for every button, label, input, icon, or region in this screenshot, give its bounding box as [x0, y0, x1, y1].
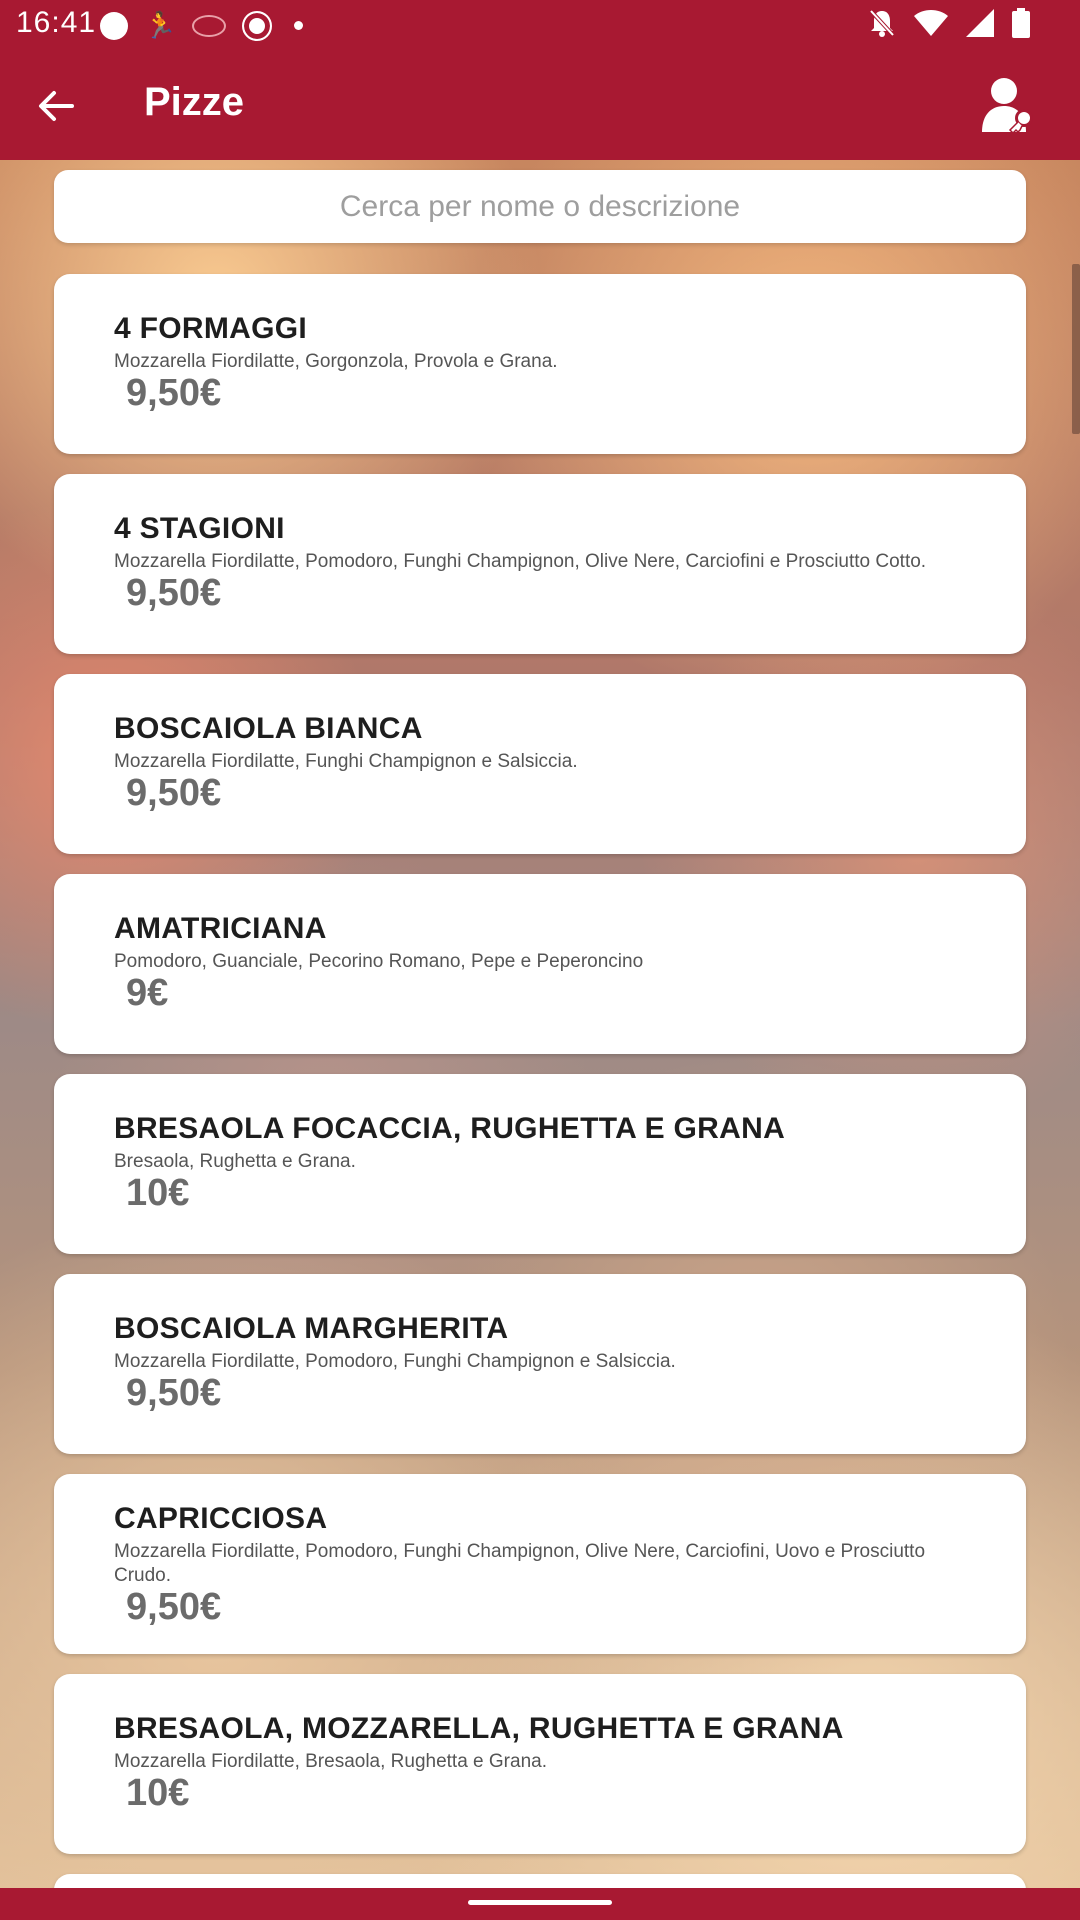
item-name: BRESAOLA FOCACCIA, RUGHETTA E GRANA	[114, 1112, 786, 1145]
search-box[interactable]	[54, 170, 1026, 243]
back-button[interactable]	[28, 78, 84, 134]
item-price: 9,50€	[126, 572, 222, 614]
item-description: Mozzarella Fiordilatte, Pomodoro, Funghi Champignon, Olive Nere, Carciofini, Uovo e Prosciutto Crudo.	[114, 1541, 926, 1586]
item-name: BOSCAIOLA BIANCA	[114, 712, 423, 745]
item-description: Bresaola, Rughetta e Grana.	[114, 1151, 356, 1172]
signal-icon	[966, 9, 994, 37]
list-item[interactable]	[54, 1074, 1026, 1254]
scrollbar[interactable]	[1072, 264, 1080, 434]
item-name: CAPRICCIOSA	[114, 1502, 328, 1535]
pizza-chef-icon: 🏃	[144, 10, 177, 40]
system-icons	[868, 8, 1030, 38]
item-price: 10€	[126, 1772, 190, 1814]
page-title: Pizze	[144, 80, 245, 124]
item-description: Pomodoro, Guanciale, Pecorino Romano, Pepe e Peperoncino	[114, 951, 644, 972]
item-description: Mozzarella Fiordilatte, Pomodoro, Funghi Champignon, Olive Nere, Carciofini e Prosciutto Cotto.	[114, 551, 927, 572]
notification-icons	[100, 10, 303, 41]
item-price: 10€	[126, 1172, 190, 1214]
navigation-bar	[0, 1888, 1080, 1920]
item-description: Mozzarella Fiordilatte, Pomodoro, Funghi Champignon e Salsiccia.	[114, 1351, 676, 1372]
arrow-left-icon	[38, 90, 74, 122]
item-price: 9€	[126, 972, 169, 1014]
list-item[interactable]	[54, 1274, 1026, 1454]
item-description: Mozzarella Fiordilatte, Funghi Champignon e Salsiccia.	[114, 751, 578, 772]
item-price: 9,50€	[126, 1586, 222, 1628]
user-account-button[interactable]	[980, 76, 1040, 136]
battery-icon	[1012, 8, 1030, 38]
item-name: AMATRICIANA	[114, 912, 327, 945]
item-name: 4 FORMAGGI	[114, 312, 308, 345]
round-logo-icon	[242, 11, 272, 41]
item-price: 9,50€	[126, 772, 222, 814]
list-item[interactable]	[54, 1674, 1026, 1854]
home-gesture-handle[interactable]	[468, 1900, 612, 1905]
brand-logo-icon	[192, 15, 226, 37]
wifi-icon	[914, 9, 948, 37]
list-item[interactable]	[54, 874, 1026, 1054]
list-item[interactable]	[54, 474, 1026, 654]
bell-off-icon	[868, 8, 896, 38]
pizza-list[interactable]	[0, 160, 1080, 1888]
status-time: 16:41	[16, 6, 97, 39]
item-description: Mozzarella Fiordilatte, Gorgonzola, Provola e Grana.	[114, 351, 558, 372]
search-input[interactable]	[54, 189, 1026, 225]
item-price: 9,50€	[126, 1372, 222, 1414]
list-item[interactable]	[54, 674, 1026, 854]
item-description: Mozzarella Fiordilatte, Bresaola, Rughetta e Grana.	[114, 1751, 547, 1772]
list-item[interactable]	[54, 1474, 1026, 1654]
circle-icon	[100, 12, 128, 40]
item-name: BOSCAIOLA MARGHERITA	[114, 1312, 509, 1345]
user-key-icon	[980, 76, 1040, 136]
list-item[interactable]	[54, 274, 1026, 454]
dot-icon	[294, 21, 303, 30]
list-item[interactable]	[54, 1874, 1026, 1888]
item-price: 9,50€	[126, 372, 222, 414]
item-name: BRESAOLA, MOZZARELLA, RUGHETTA E GRANA	[114, 1712, 844, 1745]
item-name: 4 STAGIONI	[114, 512, 285, 545]
app-bar	[0, 48, 1080, 160]
status-bar	[0, 0, 1080, 48]
